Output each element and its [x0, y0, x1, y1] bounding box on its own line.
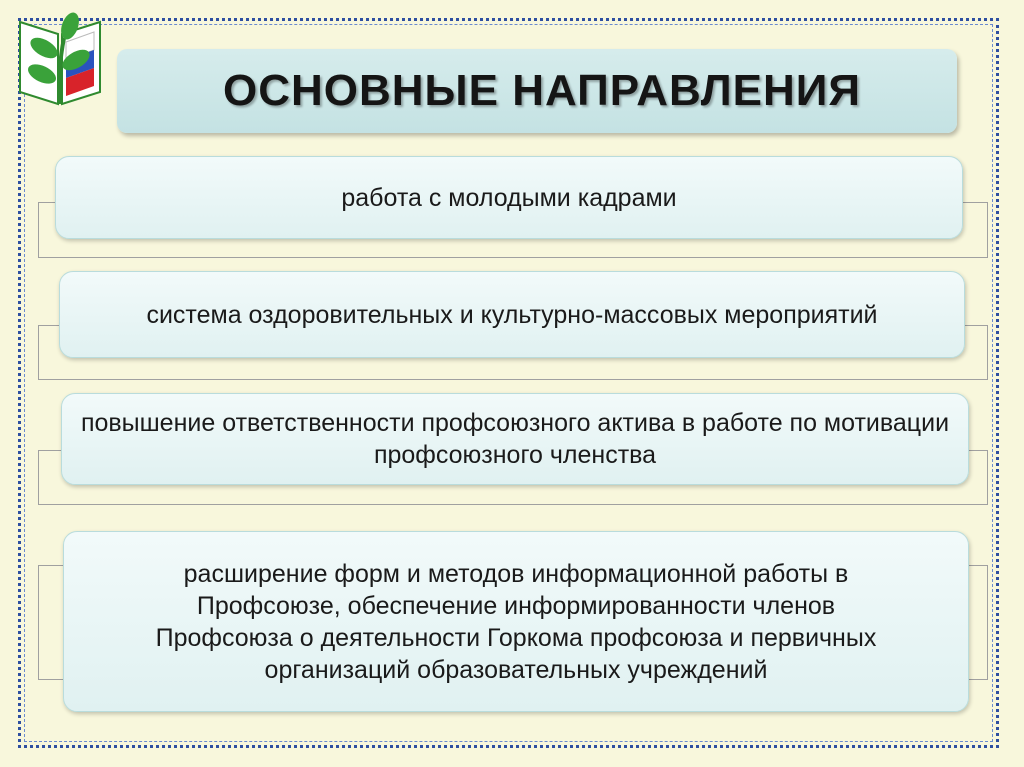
- direction-item-1-text: работа с молодыми кадрами: [341, 183, 677, 212]
- direction-item-3-text: повышение ответственности профсоюзного актива в работе по мотивации профсоюзного членства: [80, 409, 950, 469]
- direction-item-4-text: расширение форм и методов информационной работы в Профсоюзе, обеспечение информированности членов Профсоюза о деятельности Горкома профсоюза и первичных организаций образовательных учреждений: [155, 559, 877, 684]
- trade-union-logo-icon: [14, 8, 106, 112]
- direction-item-2: [59, 271, 965, 358]
- direction-item-3: [61, 393, 969, 485]
- title-box: [117, 49, 957, 133]
- slide-title: ОСНОВНЫЕ НАПРАВЛЕНИЯ: [223, 66, 861, 115]
- direction-item-4: [63, 531, 969, 712]
- direction-item-1: [55, 156, 963, 239]
- direction-item-2-text: система оздоровительных и культурно-массовых мероприятий: [146, 300, 878, 329]
